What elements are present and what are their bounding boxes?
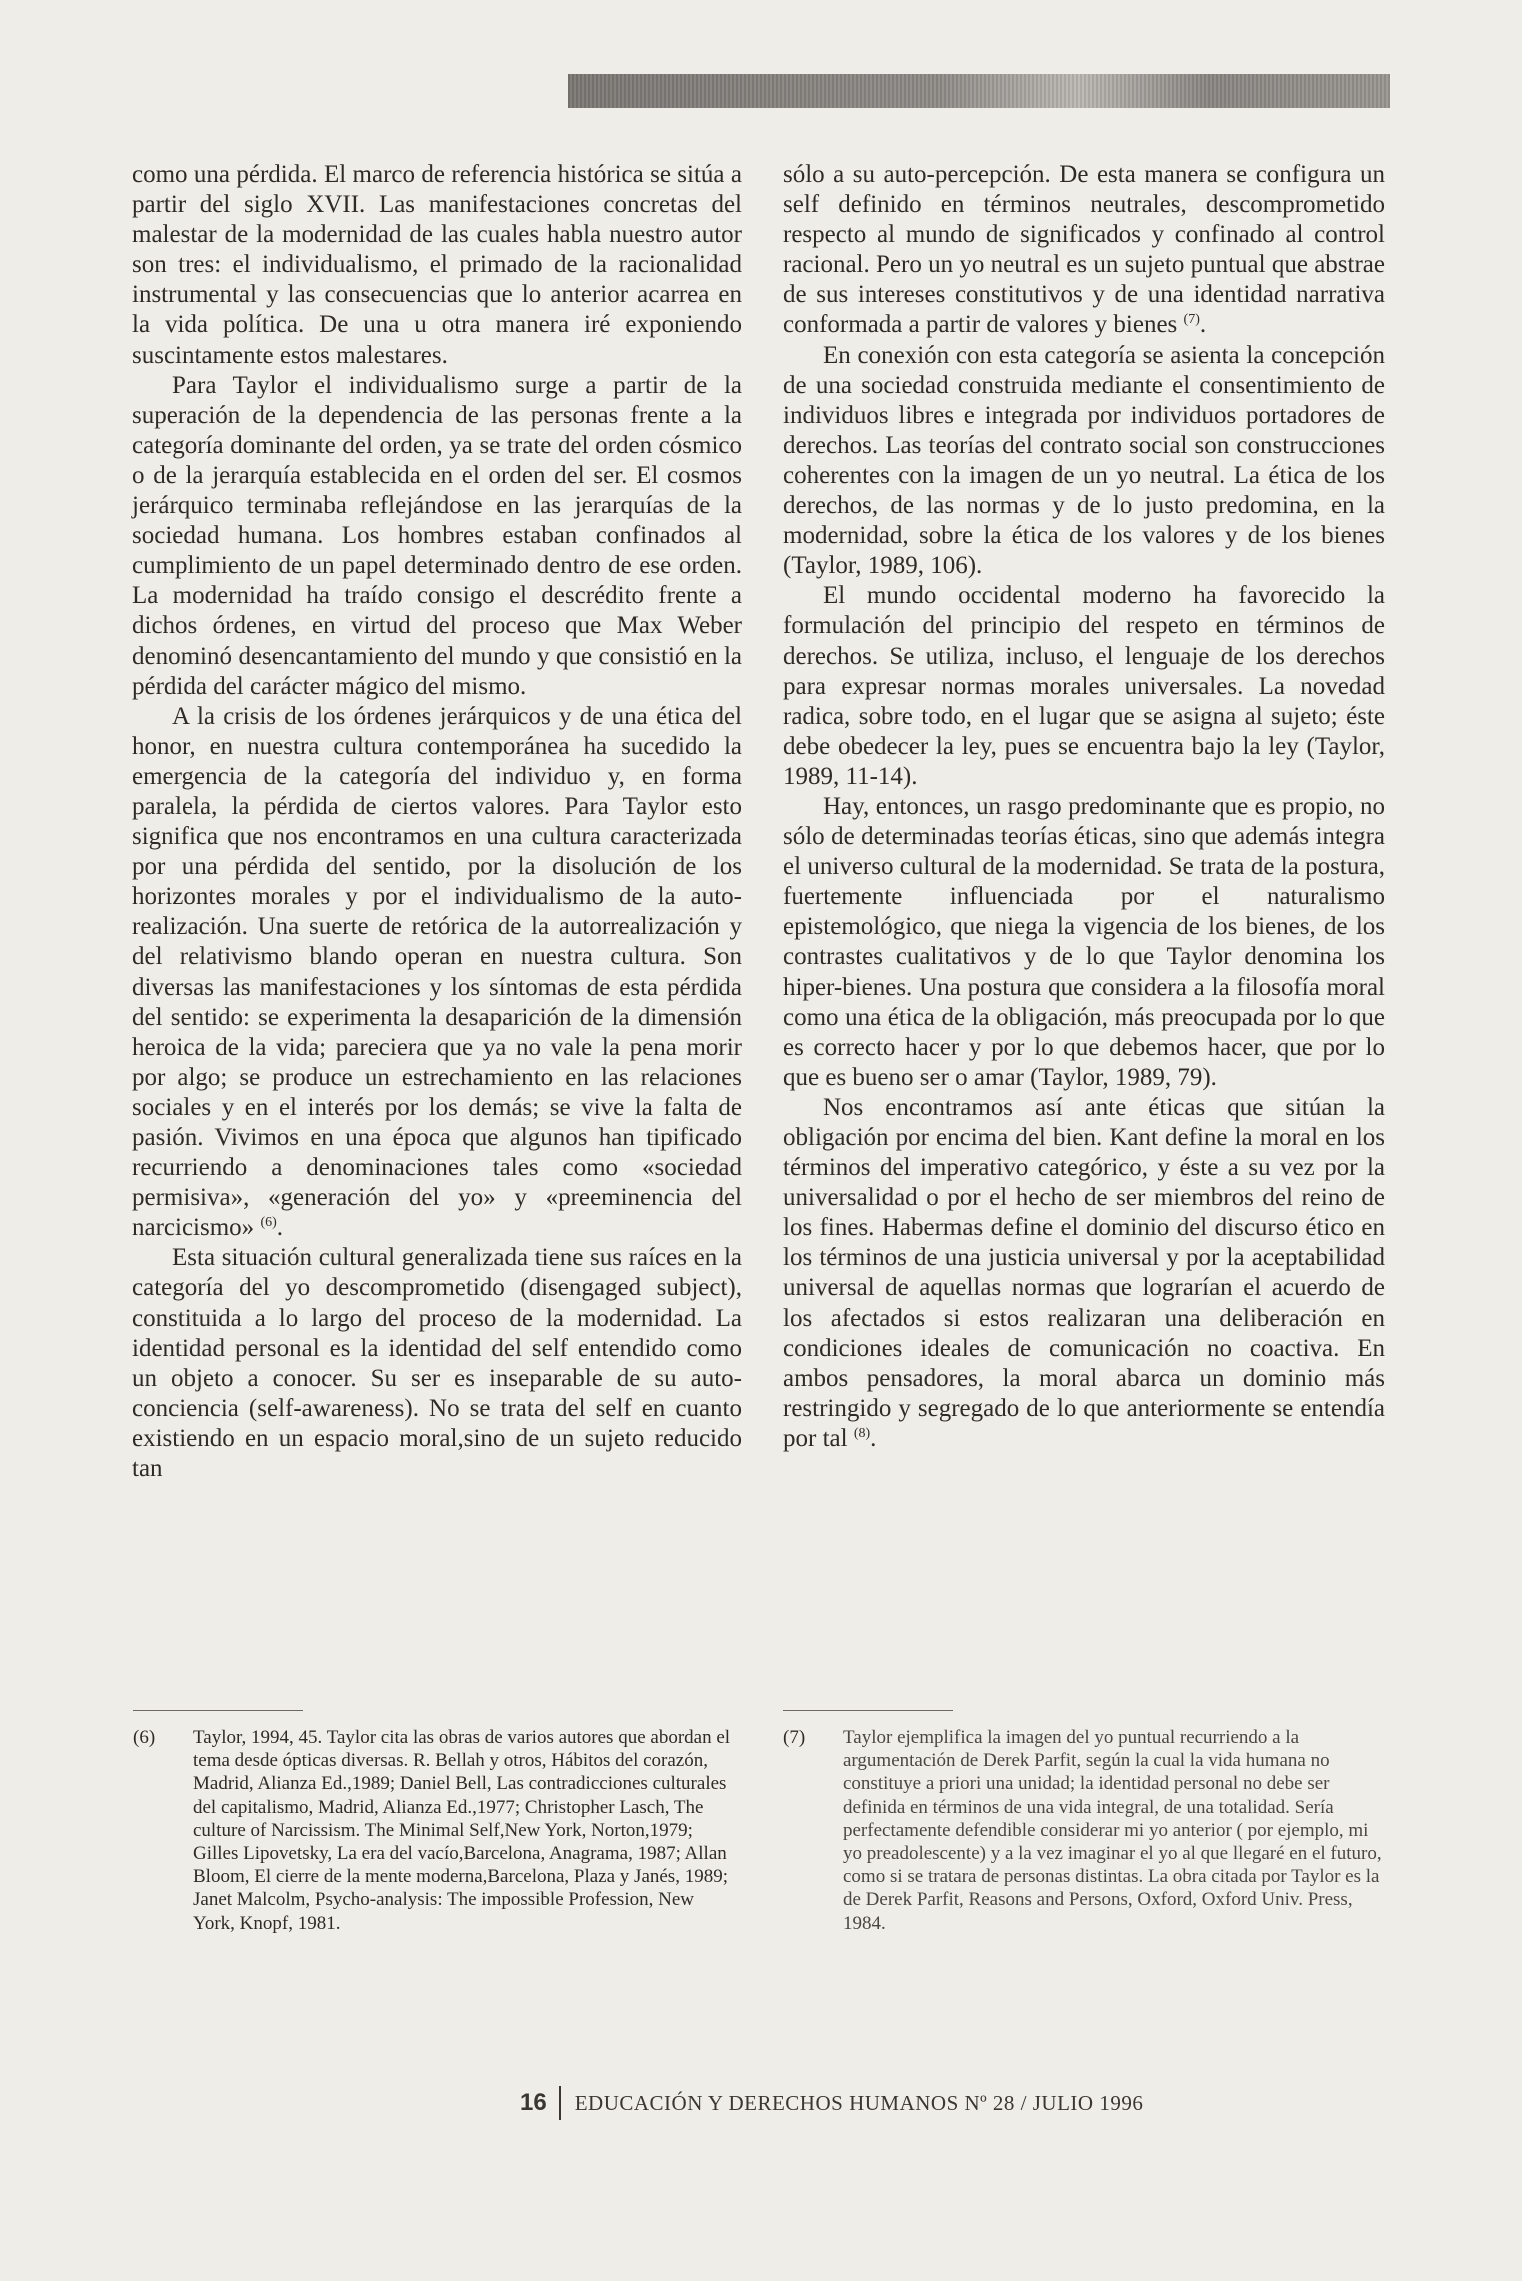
paragraph: Hay, entonces, un rasgo predominante que es propio, no sólo de determinadas teorías éticas, sino que además integra el universo cultural de la modernidad. Se trata de la postura, fuertemente influenciada por el naturalismo epistemológico, que niega la vigencia de los bienes, de los contrastes cualitativos y de lo que Taylor denomina los hiper-bienes. Una postura que considera a la filosofía moral como una ética de la obligación, más preocupada por lo que es correcto hacer y por lo que debemos hacer, que por lo que es bueno ser o amar (Taylor, 1989, 79). <box>783 792 1385 1091</box>
page-footer <box>520 2086 1143 2120</box>
footnote-ref[interactable]: (7) <box>1183 312 1200 328</box>
running-title: EDUCACIÓN Y DERECHOS HUMANOS Nº 28 / JULIO 1996 <box>574 2090 1144 2115</box>
paragraph: sólo a su auto-percepción. De esta manera se configura un self definido en términos neutrales, descomprometido respecto al mundo de significados y confinado al control racional. Pero un yo neutral es un sujeto puntual que abstrae de sus intereses constitutivos y de una identidad narrativa conformada a partir de valores y bienes $^{(7)}$. <box>783 161 1385 339</box>
footnote-text: Taylor ejemplifica la imagen del yo puntual recurriendo a la argumentación de Derek Parfit, según la cual la vida humana no constituye a priori una unidad; la identidad personal no debe ser definida en términos de una vida integral, de una totalidad. Sería perfectamente defendible considerar mi yo anterior ( por ejemplo, mi yo preadolescente) y a la vez imaginar el yo al que llegaré en el futuro, como si se tratara de personas distintas. La obra citada por Taylor es la de Derek Parfit, Reasons and Persons, Oxford, Oxford Univ. Press, 1984. <box>843 1727 1382 1934</box>
paragraph: como una pérdida. El marco de referencia histórica se sitúa a partir del siglo XVII. Las manifestaciones concretas del malestar de la modernidad de las cuales habla nuestro autor son tres: el individualismo, el primado de la racionalidad instrumental y las consecuencias que lo anterior acarrea en la vida política. De una u otra manera iré exponiendo suscintamente estos malestares. <box>132 161 742 369</box>
right-text-column <box>783 160 1385 1454</box>
header-decorative-band <box>568 74 1390 108</box>
footnote-number: (6) <box>133 1727 156 1748</box>
footnote-text: Taylor, 1994, 45. Taylor cita las obras de varios autores que abordan el tema desde ópticas diversas. R. Bellah y otros, Hábitos del corazón, Madrid, Alianza Ed.,1989; Daniel Bell, Las contradicciones culturales del capitalismo, Madrid, Alianza Ed.,1977; Christopher Lasch, The culture of Narcissism. The Minimal Self,New York, Norton,1979; Gilles Lipovetsky, La era del vacío,Barcelona, Anagrama, 1987; Allan Bloom, El cierre de la mente moderna,Barcelona, Plaza y Janés, 1989; Janet Malcolm, Psycho-analysis: The impossible Profession, New York, Knopf, 1981. <box>193 1727 731 1934</box>
paragraph: En conexión con esta categoría se asienta la concepción de una sociedad construida mediante el consentimiento de individuos libres e integrada por individuos portadores de derechos. Las teorías del contrato social son construcciones coherentes con la imagen de un yo neutral. La ética de los derechos, de las normas y de lo justo predomina, en la modernidad, sobre la ética de los valores y de los bienes (Taylor, 1989, 106). <box>783 341 1385 580</box>
paragraph: Para Taylor el individualismo surge a partir de la superación de la dependencia de las personas frente a la categoría dominante del orden, ya se trate del orden cósmico o de la jerarquía establecida en el orden del ser. El cosmos jerárquico terminaba reflejándose en las jerarquías de la sociedad humana. Los hombres estaban confinados al cumplimiento de un papel determinado dentro de ese orden. La modernidad ha traído consigo el descrédito frente a dichos órdenes, en virtud del proceso que Max Weber denominó desencantamiento del mundo y que consistió en la pérdida del carácter mágico del mismo. <box>132 371 742 700</box>
footnote-7 <box>783 1726 1388 1935</box>
footnote-6 <box>133 1726 738 1935</box>
footnote-number: (7) <box>783 1727 806 1748</box>
paragraph: Esta situación cultural generalizada tiene sus raíces en la categoría del yo descomprometido (disengaged subject), constituida a lo largo del proceso de la modernidad. La identidad personal es la identidad del self entendido como un objeto a conocer. Su ser es inseparable de su auto-conciencia (self-awareness). No se trata del self en cuanto existiendo en un espacio moral,sino de un sujeto reducido tan <box>132 1244 742 1483</box>
left-text-column <box>132 160 742 1484</box>
footnote-divider <box>783 1710 953 1711</box>
footer-divider <box>559 2086 561 2120</box>
paragraph: El mundo occidental moderno ha favorecido la formulación del principio del respeto en términos de derechos. Se utiliza, incluso, el lenguaje de los derechos para expresar normas morales universales. La novedad radica, sobre todo, en el lugar que se asigna al sujeto; éste debe obedecer la ley, pues se encuentra bajo la ley (Taylor, 1989, 11-14). <box>783 582 1385 790</box>
footnote-divider <box>133 1710 303 1711</box>
footnote-ref[interactable]: (8) <box>853 1425 871 1441</box>
paragraph: A la crisis de los órdenes jerárquicos y de una ética del honor, en nuestra cultura contemporánea ha sucedido la emergencia de la categoría del individuo y, en forma paralela, la pérdida de ciertos valores. Para Taylor esto significa que nos encontramos en una cultura caracterizada por una pérdida del sentido, por la disolución de los horizontes morales y por el individualismo de la auto-realización. Una suerte de retórica de la autorrealización y del relativismo blando operan en nuestra cultura. Son diversas las manifestaciones y los síntomas de esta pérdida del sentido: se experimenta la desaparición de la dimensión heroica de la vida; pareciera que ya no vale la pena morir por algo; se produce un estrechamiento en las relaciones sociales y en el interés por los demás; se vive la falta de pasión. Vivimos en una época que algunos han tipificado recurriendo a denominaciones tales como «sociedad permisiva», «generación del yo» y «preeminencia del narcicismo» $^{(6)}$. <box>132 702 742 1242</box>
paragraph: Nos encontramos así ante éticas que sitúan la obligación por encima del bien. Kant define la moral en los términos del imperativo categórico, y éste a su vez por la universalidad o por el hecho de ser miembros del reino de los fines. Habermas define el dominio del discurso ético en los términos de una justicia universal y por la aceptabilidad universal de aquellas normas que lograrían el acuerdo de los afectados si estos realizaran una deliberación en condiciones ideales de comunicación no coactiva. En ambos pensadores, la moral abarca un dominio más restringido y segregado de lo que anteriormente se entendía por tal $^{(8)}$. <box>783 1093 1385 1452</box>
footnote-ref[interactable]: (6) <box>260 1215 277 1231</box>
page-number: 16 <box>520 2089 547 2116</box>
